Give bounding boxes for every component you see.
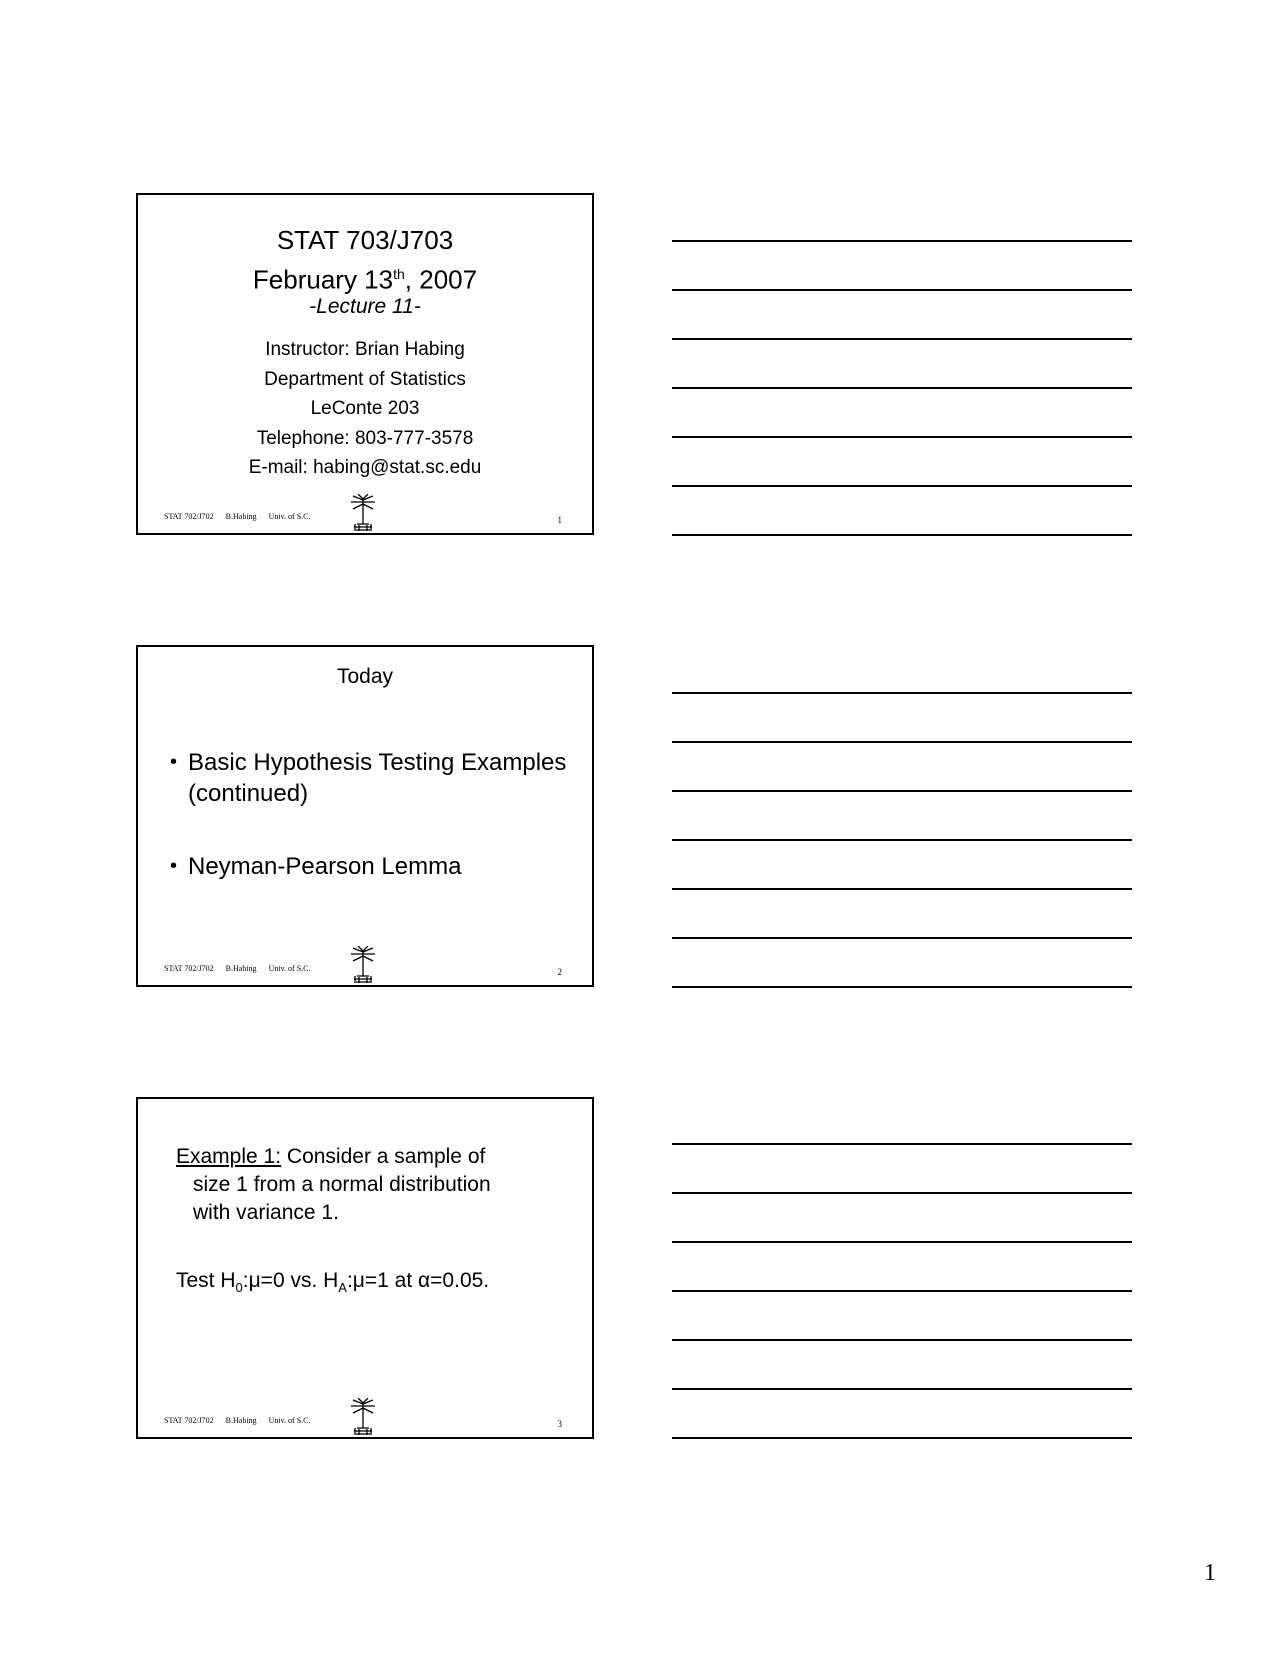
- note-line: [672, 338, 1132, 340]
- note-line: [672, 485, 1132, 487]
- footer-course: STAT 702/J702: [164, 964, 214, 973]
- slide-number: 1: [557, 515, 562, 525]
- test-sub-a: A: [338, 1280, 347, 1296]
- instructor: Instructor: Brian Habing: [265, 339, 465, 360]
- title-year: , 2007: [404, 264, 478, 295]
- slide-1-info: [138, 335, 592, 483]
- note-line: [672, 1241, 1132, 1243]
- test-post: :μ=1 at α=0.05.: [346, 1269, 490, 1292]
- telephone: Telephone: 803-777-3578: [256, 427, 474, 449]
- title-line-1: STAT 703/J703: [276, 225, 454, 255]
- example-text-1: Consider a sample of: [281, 1145, 486, 1168]
- note-line: [672, 1437, 1132, 1439]
- title-date: February 13: [252, 264, 394, 295]
- note-line: [672, 534, 1132, 536]
- note-line: [672, 1388, 1132, 1390]
- test-pre: Test H: [176, 1269, 236, 1292]
- note-line: [672, 839, 1132, 841]
- footer-author: B.Habing: [225, 1416, 257, 1425]
- note-line: [672, 692, 1132, 694]
- bullet-list: [170, 747, 570, 924]
- footer-univ: Univ. of S.C.: [268, 512, 311, 521]
- title-date-sup: th: [393, 266, 405, 282]
- note-line: [672, 790, 1132, 792]
- department: Department of Statistics: [264, 368, 466, 390]
- footer-author: B.Habing: [225, 964, 257, 973]
- slide-2-title: Today: [336, 665, 394, 688]
- note-line: [672, 986, 1132, 988]
- example-text: [176, 1143, 576, 1227]
- slide-number: 2: [557, 967, 562, 977]
- note-line: [672, 240, 1132, 242]
- hypothesis-test: [176, 1269, 489, 1295]
- slide-footer: [164, 1416, 311, 1425]
- example-line-1: [176, 1143, 576, 1171]
- note-line: [672, 1290, 1132, 1292]
- note-line: [672, 1339, 1132, 1341]
- slide-1-subtitle: -Lecture 11-: [309, 295, 421, 318]
- footer-course: STAT 702/J702: [164, 1416, 214, 1425]
- email: E-mail: habing@stat.sc.edu: [248, 457, 482, 478]
- test-sub-0: 0: [235, 1280, 243, 1296]
- slide-3: [136, 1097, 594, 1439]
- footer-author: B.Habing: [225, 512, 257, 521]
- palmetto-tree-icon: [348, 1398, 378, 1436]
- example-line-3: with variance 1.: [193, 1201, 339, 1224]
- test-mid: :μ=0 vs. H: [242, 1269, 339, 1292]
- footer-univ: Univ. of S.C.: [268, 1416, 311, 1425]
- note-line: [672, 937, 1132, 939]
- note-line: [672, 436, 1132, 438]
- page-number: 1: [1204, 1560, 1216, 1586]
- slide-number: 3: [557, 1419, 562, 1429]
- note-line: [672, 888, 1132, 890]
- slide-footer: [164, 512, 311, 521]
- footer-univ: Univ. of S.C.: [268, 964, 311, 973]
- slide-footer: [164, 964, 311, 973]
- slide-2: [136, 645, 594, 987]
- palmetto-tree-icon: [348, 946, 378, 984]
- note-line: [672, 741, 1132, 743]
- example-label: Example 1:: [176, 1145, 282, 1168]
- footer-course: STAT 702/J702: [164, 512, 214, 521]
- slide-1-title: [138, 223, 592, 297]
- example-line-2: size 1 from a normal distribution: [193, 1173, 491, 1196]
- palmetto-tree-icon: [348, 494, 378, 532]
- list-item: • Neyman-Pearson Lemma: [170, 851, 570, 882]
- list-item: • Basic Hypothesis Testing Examples (continued): [170, 747, 570, 809]
- note-line: [672, 1143, 1132, 1145]
- note-line: [672, 1192, 1132, 1194]
- note-line: [672, 387, 1132, 389]
- slide-1: [136, 193, 594, 535]
- note-line: [672, 289, 1132, 291]
- office: LeConte 203: [310, 398, 420, 419]
- title-line-2: [138, 257, 592, 297]
